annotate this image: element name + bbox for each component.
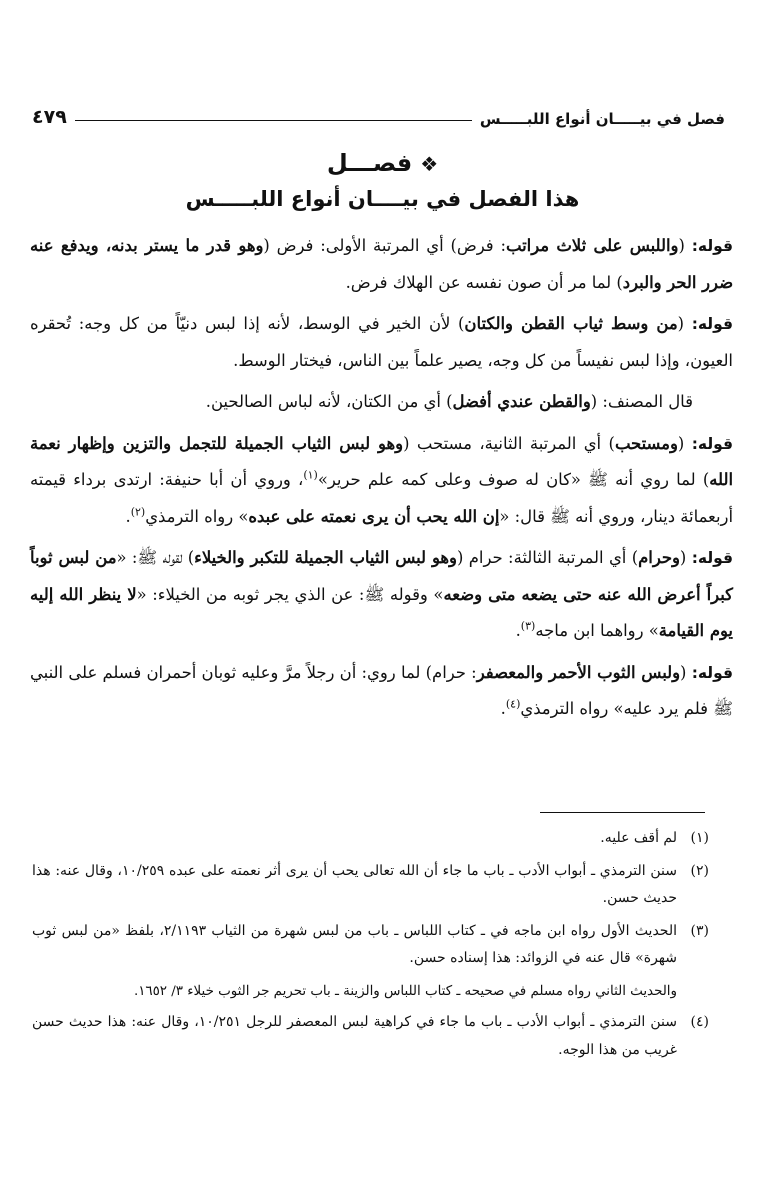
footnote-ref-3[interactable]: (٣) bbox=[520, 619, 536, 633]
text-run: ) أي المرتبة الثالثة: حرام ( bbox=[456, 548, 639, 567]
text-run: ) لأن الخير في الوسط، لأنه إذا لبس دنيّاً من كل وجه: تُحقره العيون، وإذا لبس نفيساً من كل وجه، يصير علماً بين الناس، فيختار الوسط. bbox=[30, 314, 733, 370]
text-run: قال المصنف: ( bbox=[590, 392, 693, 411]
text-run: » رواه الترمذي bbox=[145, 506, 249, 526]
text-run: ) لقوله ﷺ: « bbox=[116, 548, 195, 567]
header-rule bbox=[75, 120, 472, 121]
text-run: : فرض) أي المرتبة الأولى: فرض ( bbox=[263, 236, 506, 255]
footnote-text: سنن الترمذي ـ أبواب الأدب ـ باب ما جاء في كراهية لبس المعصفر للرجل ١٠/٢٥١، وقال عنه: هذا حديث حسن غريب من هذا الوجه. bbox=[32, 1014, 677, 1058]
running-header bbox=[32, 92, 725, 128]
footnote-number: (٢) bbox=[690, 862, 709, 879]
text-run: ) لما روي أنه ﷺ «كان له صوف وعلى كمه علم حرير» bbox=[317, 470, 710, 489]
running-title: فصل في بيـــــان أنواع اللبـــــس bbox=[479, 110, 725, 128]
footnote-text: سنن الترمذي ـ أبواب الأدب ـ باب ما جاء أن الله تعالى يحب أن يرى أثر نعمته على عبده ١٠/٢٥٩، وقال عنه: هذا حديث حسن. bbox=[32, 862, 678, 906]
text-run: » وقوله ﷺ: عن الذي يجر ثوبه من الخيلاء: « bbox=[136, 584, 444, 604]
paragraph-1 bbox=[30, 228, 733, 301]
qawluhu-marker: قوله: bbox=[691, 663, 733, 682]
footnote-number: (٣) bbox=[690, 922, 709, 939]
matn-quote: وهو لبس الثياب الجميلة للتجمل والتزين وإظهار نعمة الله bbox=[30, 433, 734, 489]
main-text bbox=[30, 228, 733, 733]
paragraph-6 bbox=[30, 655, 733, 728]
text-run: ( bbox=[680, 662, 692, 682]
text-run: ( bbox=[677, 314, 692, 333]
text-run: ( bbox=[678, 236, 692, 255]
qawluhu-marker: قوله: bbox=[691, 549, 734, 567]
footnote-text: الحديث الأول رواه ابن ماجه في ـ كتاب اللباس ـ باب من لبس شهرة من الثياب ٢/١١٩٣، بلفظ «من لبس ثوب شهرة» قال عنه في الزوائد: هذا إسناده حسن. bbox=[32, 922, 677, 966]
text-run: » رواهما ابن ماجه bbox=[535, 621, 659, 640]
hadith-quote: لا ينظر الله إليه يوم القيامة bbox=[30, 584, 733, 640]
footnote-ref-2[interactable]: (٢) bbox=[130, 505, 146, 519]
matn-quote: واللبس على ثلاث مراتب bbox=[505, 236, 679, 255]
footnote-separator bbox=[540, 812, 705, 813]
text-run: . bbox=[500, 699, 506, 718]
paragraph-3 bbox=[30, 384, 733, 421]
page-number: ٤٧٩ bbox=[32, 106, 67, 128]
footnote-4 bbox=[32, 1009, 709, 1064]
footnote-text: لم أقف عليه. bbox=[600, 830, 677, 846]
paragraph-5 bbox=[30, 540, 733, 650]
section-title: هذا الفصل في بيــــان أنواع اللبـــــس bbox=[185, 187, 580, 211]
qawluhu-marker: قوله: bbox=[691, 434, 734, 453]
hadith-quote: من لبس ثوباً كبراً أعرض الله عنه حتى يضعه متى وضعه bbox=[30, 548, 733, 604]
footnote-ref-1[interactable]: (١) bbox=[303, 468, 318, 482]
matn-quote: وحرام bbox=[638, 548, 680, 567]
text-run: . bbox=[515, 621, 521, 640]
paragraph-4 bbox=[30, 426, 733, 536]
matn-quote: ومستحب bbox=[614, 433, 678, 453]
text-run: ( bbox=[677, 433, 692, 453]
matn-quote: وهو قدر ما يستر بدنه، ويدفع عنه ضرر الحر والبرد bbox=[30, 236, 733, 292]
diamond-ornament-icon: ❖ bbox=[420, 152, 439, 176]
footnote-number: (١) bbox=[690, 830, 709, 846]
qawluhu-marker: قوله: bbox=[691, 315, 733, 333]
fasl-heading bbox=[0, 145, 765, 182]
hadith-quote: إن الله يحب أن يرى نعمته على عبده bbox=[248, 506, 500, 526]
section-heading bbox=[0, 145, 765, 216]
footnote-3 bbox=[32, 918, 709, 973]
text-run: ( bbox=[679, 548, 692, 567]
matn-quote: ولبس الثوب الأحمر والمعصفر bbox=[476, 662, 681, 682]
text-run: ) لما مر أن صون نفسه عن الهلاك فرض. bbox=[345, 272, 623, 292]
footnotes bbox=[32, 825, 709, 1069]
qawluhu-marker: قوله: bbox=[691, 237, 734, 255]
text-run: : حرام) لما روي: أن رجلاً مرَّ وعليه ثوبان أحمران فسلم على النبي ﷺ فلم يرد عليه» رواه الترمذي bbox=[30, 662, 733, 718]
text-run: ) أي المرتبة الثانية، مستحب ( bbox=[403, 433, 615, 453]
matn-quote: والقطن عندي أفضل bbox=[452, 392, 591, 411]
text-run: ) أي من الكتان، لأنه لباس الصالحين. bbox=[205, 392, 453, 411]
footnote-1 bbox=[32, 825, 709, 853]
fasl-label: فصـــل bbox=[326, 149, 413, 177]
footnote-number: (٤) bbox=[690, 1014, 709, 1030]
matn-quote: وهو لبس الثياب الجميلة للتكبر والخيلاء bbox=[194, 548, 457, 567]
footnote-3-continuation: والحديث الثاني رواه مسلم في صحيحه ـ كتاب اللباس والزينة ـ باب تحريم جر الثوب خيلاء ٣/ ١٦٥٢. bbox=[133, 983, 677, 999]
paragraph-2 bbox=[30, 306, 733, 379]
text-run: ، وروي أن أبا حنيفة: ارتدى برداء قيمته أربعمائة دينار، وروي أنه ﷺ قال: « bbox=[30, 470, 733, 526]
matn-quote: من وسط ثياب القطن والكتان bbox=[464, 314, 678, 333]
footnote-ref-4[interactable]: (٤) bbox=[505, 697, 521, 711]
text-run: . bbox=[125, 506, 131, 526]
footnote-2 bbox=[32, 858, 709, 913]
